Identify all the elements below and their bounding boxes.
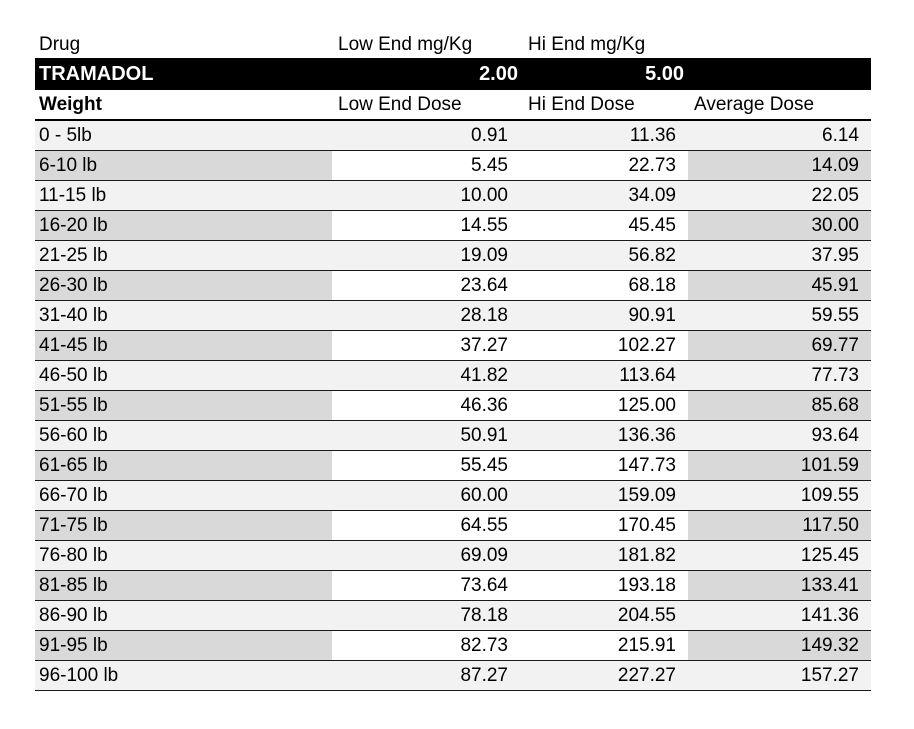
hi-dose-cell: 113.64 [522, 361, 688, 390]
low-dose-cell: 46.36 [332, 391, 522, 420]
hi-dose-cell: 11.36 [522, 121, 688, 150]
low-dose-cell: 78.18 [332, 601, 522, 630]
weight-cell: 26-30 lb [35, 271, 332, 300]
table-row [35, 601, 871, 631]
low-dose-cell: 37.27 [332, 331, 522, 360]
avg-dose-cell: 30.00 [688, 211, 871, 240]
weight-cell: 16-20 lb [35, 211, 332, 240]
table-row [35, 451, 871, 481]
avg-dose-cell: 109.55 [688, 481, 871, 510]
table-row [35, 331, 871, 361]
hi-dose-cell: 170.45 [522, 511, 688, 540]
table-row [35, 301, 871, 331]
weight-column-header: Weight [39, 94, 102, 115]
avg-dose-cell: 141.36 [688, 601, 871, 630]
drug-header-row [35, 28, 871, 58]
hi-dose-cell: 147.73 [522, 451, 688, 480]
weight-cell: 81-85 lb [35, 571, 332, 600]
table-row [35, 361, 871, 391]
avg-dose-cell: 85.68 [688, 391, 871, 420]
drug-label: Drug [39, 33, 81, 55]
low-dose-cell: 82.73 [332, 631, 522, 660]
avg-dose-cell: 77.73 [688, 361, 871, 390]
low-end-mgkg-value: 2.00 [479, 63, 518, 85]
table-row [35, 571, 871, 601]
weight-cell: 96-100 lb [35, 661, 332, 690]
table-row [35, 391, 871, 421]
low-dose-cell: 10.00 [332, 181, 522, 210]
table-body [35, 121, 871, 691]
hi-dose-cell: 193.18 [522, 571, 688, 600]
hi-dose-cell: 90.91 [522, 301, 688, 330]
table-row [35, 181, 871, 211]
avg-dose-cell: 149.32 [688, 631, 871, 660]
avg-dose-cell: 14.09 [688, 151, 871, 180]
table-row [35, 511, 871, 541]
avg-dose-cell: 45.91 [688, 271, 871, 300]
weight-cell: 71-75 lb [35, 511, 332, 540]
avg-dose-cell: 101.59 [688, 451, 871, 480]
hi-dose-cell: 159.09 [522, 481, 688, 510]
weight-cell: 6-10 lb [35, 151, 332, 180]
weight-cell: 46-50 lb [35, 361, 332, 390]
table-row [35, 271, 871, 301]
hi-dose-cell: 227.27 [522, 661, 688, 690]
avg-dose-column-header: Average Dose [694, 94, 815, 115]
avg-dose-cell: 125.45 [688, 541, 871, 570]
low-dose-cell: 73.64 [332, 571, 522, 600]
low-dose-cell: 23.64 [332, 271, 522, 300]
dosage-table [35, 28, 871, 691]
low-dose-cell: 87.27 [332, 661, 522, 690]
low-dose-cell: 19.09 [332, 241, 522, 270]
avg-dose-cell: 22.05 [688, 181, 871, 210]
hi-dose-cell: 102.27 [522, 331, 688, 360]
table-row [35, 631, 871, 661]
weight-cell: 21-25 lb [35, 241, 332, 270]
low-dose-cell: 69.09 [332, 541, 522, 570]
weight-cell: 31-40 lb [35, 301, 332, 330]
hi-dose-cell: 136.36 [522, 421, 688, 450]
low-dose-column-header: Low End Dose [338, 94, 462, 115]
weight-cell: 86-90 lb [35, 601, 332, 630]
weight-cell: 61-65 lb [35, 451, 332, 480]
weight-cell: 41-45 lb [35, 331, 332, 360]
hi-dose-cell: 45.45 [522, 211, 688, 240]
weight-cell: 56-60 lb [35, 421, 332, 450]
table-row [35, 151, 871, 181]
hi-dose-cell: 22.73 [522, 151, 688, 180]
low-dose-cell: 5.45 [332, 151, 522, 180]
low-dose-cell: 14.55 [332, 211, 522, 240]
table-row [35, 121, 871, 151]
low-dose-cell: 64.55 [332, 511, 522, 540]
hi-dose-cell: 34.09 [522, 181, 688, 210]
hi-dose-cell: 204.55 [522, 601, 688, 630]
empty-header-cell [688, 28, 871, 58]
hi-dose-cell: 215.91 [522, 631, 688, 660]
low-dose-cell: 55.45 [332, 451, 522, 480]
weight-cell: 11-15 lb [35, 181, 332, 210]
weight-cell: 0 - 5lb [35, 121, 332, 150]
weight-cell: 66-70 lb [35, 481, 332, 510]
avg-dose-cell: 133.41 [688, 571, 871, 600]
low-dose-cell: 60.00 [332, 481, 522, 510]
low-dose-cell: 50.91 [332, 421, 522, 450]
avg-dose-cell: 69.77 [688, 331, 871, 360]
hi-dose-cell: 68.18 [522, 271, 688, 300]
table-row [35, 661, 871, 691]
avg-dose-cell: 59.55 [688, 301, 871, 330]
hi-dose-cell: 181.82 [522, 541, 688, 570]
low-dose-cell: 0.91 [332, 121, 522, 150]
table-row [35, 421, 871, 451]
avg-dose-cell: 117.50 [688, 511, 871, 540]
hi-end-mgkg-label: Hi End mg/Kg [528, 33, 646, 55]
table-row [35, 541, 871, 571]
drug-name: TRAMADOL [39, 63, 154, 85]
hi-dose-cell: 125.00 [522, 391, 688, 420]
hi-dose-cell: 56.82 [522, 241, 688, 270]
avg-dose-cell: 93.64 [688, 421, 871, 450]
table-row [35, 481, 871, 511]
drug-title-row [35, 58, 871, 90]
weight-cell: 91-95 lb [35, 631, 332, 660]
column-header-row [35, 90, 871, 121]
avg-dose-cell: 157.27 [688, 661, 871, 690]
hi-dose-column-header: Hi End Dose [528, 94, 635, 115]
avg-dose-cell: 37.95 [688, 241, 871, 270]
table-row [35, 211, 871, 241]
table-row [35, 241, 871, 271]
empty-title-cell [688, 58, 871, 90]
weight-cell: 51-55 lb [35, 391, 332, 420]
low-dose-cell: 41.82 [332, 361, 522, 390]
hi-end-mgkg-value: 5.00 [645, 63, 684, 85]
weight-cell: 76-80 lb [35, 541, 332, 570]
low-end-mgkg-label: Low End mg/Kg [338, 33, 473, 55]
low-dose-cell: 28.18 [332, 301, 522, 330]
avg-dose-cell: 6.14 [688, 121, 871, 150]
